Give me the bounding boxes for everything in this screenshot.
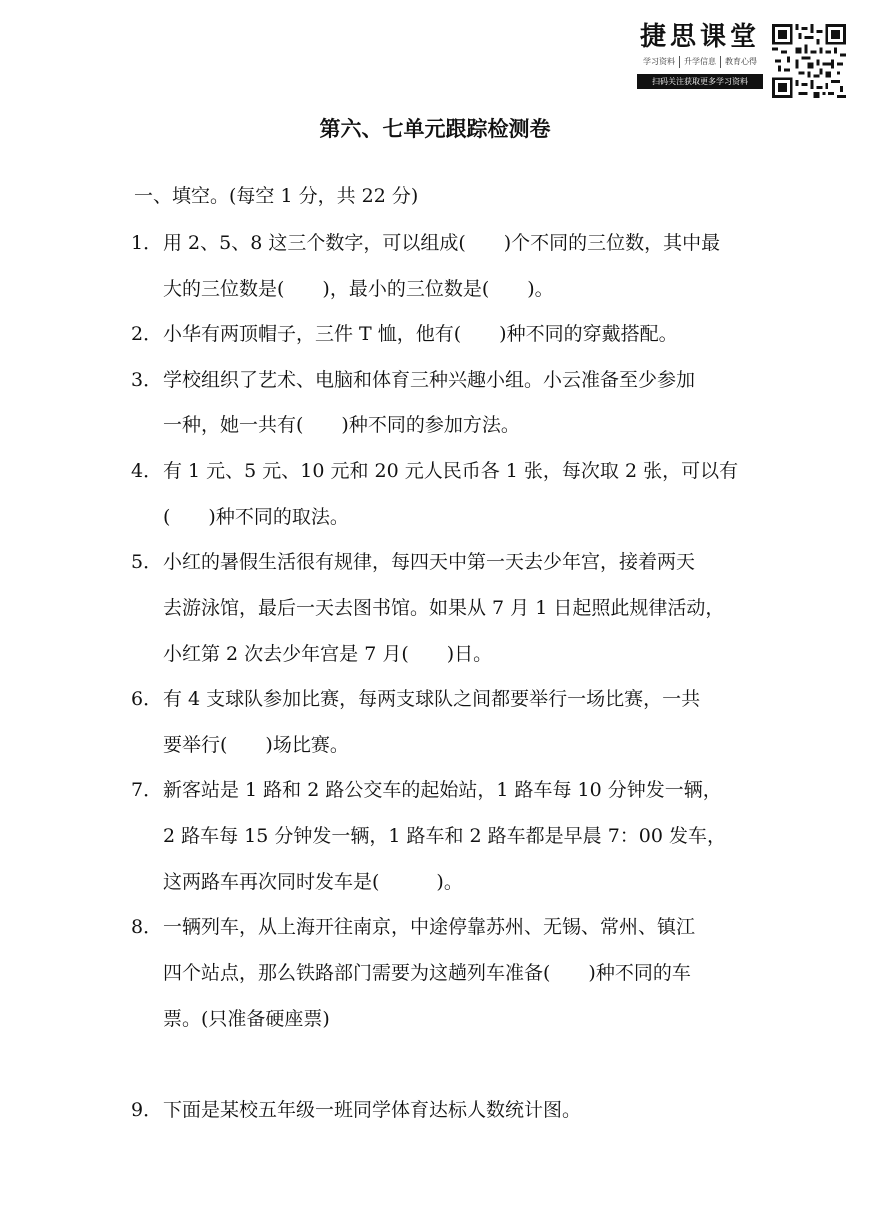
question-text: 一种，她一共有( )种不同的参加方法。 (163, 414, 520, 436)
question-text: 小华有两顶帽子，三件 T 恤，他有( )种不同的穿戴搭配。 (163, 323, 678, 345)
question-number: 4． (131, 460, 163, 482)
question-number: 1． (131, 232, 163, 254)
question-number: 3． (131, 369, 163, 391)
brand-tag: 升学信息 (680, 56, 721, 68)
brand-tag: 教育心得 (725, 57, 757, 66)
question-number: 5． (131, 551, 163, 573)
section-heading: 一、填空。(每空 1 分，共 22 分) (134, 185, 419, 207)
question-number: 7． (131, 779, 163, 801)
question-text: 小红的暑假生活很有规律，每四天中第一天去少年宫，接着两天 (163, 551, 696, 573)
question-text: 四个站点，那么铁路部门需要为这趟列车准备( )种不同的车 (163, 962, 691, 984)
question-text: 去游泳馆，最后一天去图书馆。如果从 7 月 1 日起照此规律活动， (163, 597, 725, 619)
question-number: 6． (131, 688, 163, 710)
question-text: 这两路车再次同时发车是( )。 (163, 871, 463, 893)
question-number: 2． (131, 323, 163, 345)
page-title: 第六、七单元跟踪检测卷 (319, 117, 551, 141)
question-text: 2 路车每 15 分钟发一辆，1 路车和 2 路车都是早晨 7：00 发车， (163, 825, 727, 847)
brand-scan-bar: 扫码关注获取更多学习资料 (637, 74, 763, 89)
question-text: 大的三位数是( )，最小的三位数是( )。 (163, 278, 554, 300)
qr-code-icon (772, 24, 846, 98)
brand-tags (637, 56, 763, 68)
brand-header (637, 20, 763, 89)
question-number: 8． (131, 916, 163, 938)
question-text: 一辆列车，从上海开往南京，中途停靠苏州、无锡、常州、镇江 (163, 916, 696, 938)
question-number: 9． (131, 1099, 163, 1121)
question-text: 要举行( )场比赛。 (163, 734, 349, 756)
question-text: 下面是某校五年级一班同学体育达标人数统计图。 (163, 1099, 582, 1121)
question-text: 学校组织了艺术、电脑和体育三种兴趣小组。小云准备至少参加 (163, 369, 696, 391)
question-text: 新客站是 1 路和 2 路公交车的起始站，1 路车每 10 分钟发一辆， (163, 779, 722, 801)
question-text: 用 2、5、8 这三个数字，可以组成( )个不同的三位数，其中最 (163, 232, 721, 254)
question-text: 有 4 支球队参加比赛，每两支球队之间都要举行一场比赛，一共 (163, 688, 701, 710)
question-text: ( )种不同的取法。 (163, 506, 349, 528)
brand-tag: 学习资料 (639, 56, 680, 68)
brand-name: 捷思课堂 (639, 22, 760, 52)
question-text: 有 1 元、5 元、10 元和 20 元人民币各 1 张，每次取 2 张，可以有 (163, 460, 739, 482)
question-text: 票。(只准备硬座票) (163, 1008, 330, 1030)
question-text: 小红第 2 次去少年宫是 7 月( )日。 (163, 643, 493, 665)
